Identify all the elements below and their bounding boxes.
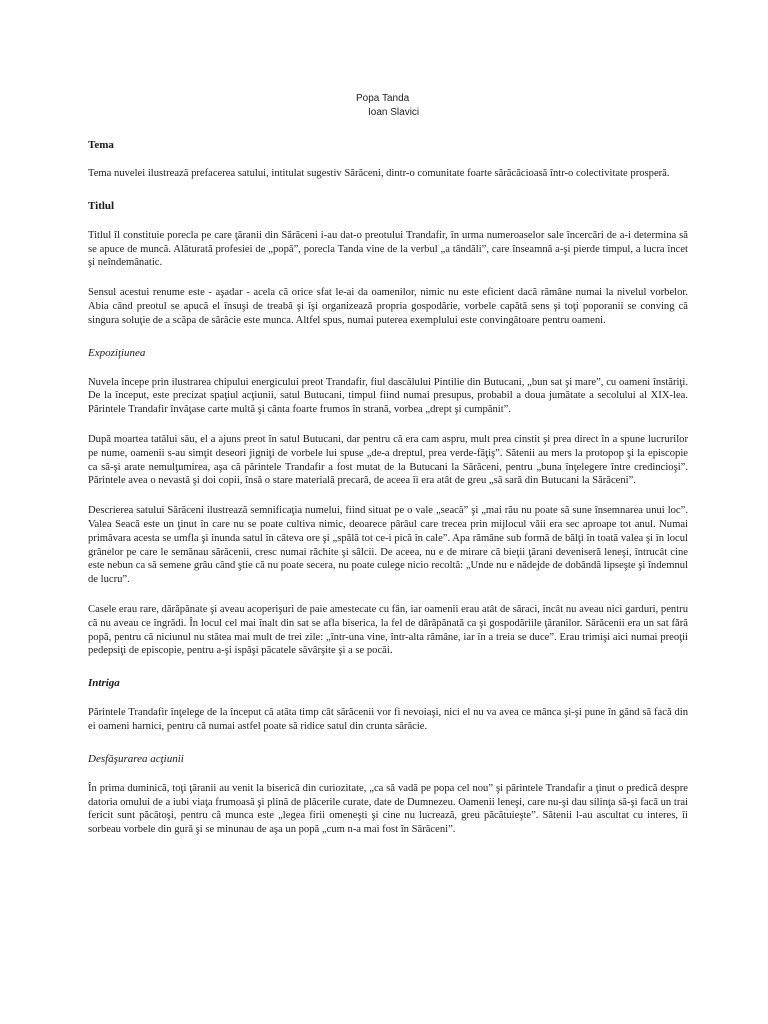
paragraph-intriga: Părintele Trandafir înţelege de la început că atâta timp cât sărăcenii vor fi nevoiaşi, nici el nu va avea ce mânca şi-şi pune în gând să facă din ei oameni harnici, pentru că numai astfel poate să ridice satul din crunta sărăcie. (88, 707, 688, 732)
paragraph-tema: Tema nuvelei ilustrează prefacerea satului, intitulat sugestiv Sărăceni, dintr-o comunitate foarte sărăcăcioasă într-o colectivitate prosperă. (88, 168, 670, 179)
paragraph-desfasurarea: În prima duminică, toţi ţăranii au venit la biserică din curiozitate, „ca să vadă pe popa cel nou” şi părintele Trandafir a ţinut o predică despre datoria omului de a iubi viaţa frumoasă şi plină de plăcerile curate, date de Dumnezeu. Oamenii leneşi, care nu-şi dau silinţa să-şi facă un trai fericit sunt păcătoşi, pentru că munca este „legea firii omeneşti şi cine nu lucrează, greu păcătuieşte”. Sătenii l-au ascultat cu interes, îi sorbeau vorbele din gură şi se minunau de aşa un popă „cum n-a mai fost în Sărăceni”. (88, 782, 688, 836)
title-block (88, 92, 688, 120)
heading-titlul: Titlul (88, 199, 115, 212)
heading-desfasurarea: Desfăşurarea acţiunii (88, 752, 184, 765)
heading-expozitiunea: Expoziţiunea (88, 346, 146, 359)
heading-tema: Tema (88, 139, 114, 151)
document-author: Ioan Slavici (368, 107, 420, 118)
paragraph-titlul-2: Sensul acestui renume este - aşadar - acela că orice sfat le-ai da oamenilor, nimic nu este eficient dacă rămâne numai la nivelul vorbelor. Abia când preotul se apucă el însuşi de treabă şi îşi organizează propria gospodărie, vorbele capătă sens şi toţi poporanii se conving că singura soluţie de a scăpa de sărăcie este munca. Altfel spus, numai puterea exemplului este convingătoare pentru oameni. (88, 287, 688, 326)
paragraph-expozitiunea-2: După moartea tatălui său, el a ajuns preot în satul Butucani, dar pentru că era cam aspru, mult prea cinstit şi prea direct în a spune lucrurilor pe nume, oamenii s-au simţit deseori jigniţi de vorbele lui spuse „de-a dreptul, prea verde-făţiş”. Sătenii au mers la protopop şi la episcopie ca să-şi arate nemulţumirea, aşa că părintele Trandafir a fost mutat de la Butucani la Sărăceni, pentru „buna înţelegere între credincioşi”. Părintele avea o nevastă şi doi copii, însă o stare materială precară, de aceea îi era atât de greu „să sară din Butucani la Sărăceni”. (88, 433, 688, 487)
paragraph-expozitiunea-4: Casele erau rare, dărăpănate şi aveau acoperişuri de paie amestecate cu fân, iar oamenii erau atât de săraci, încât nu aveau nici garduri, pentru că nu aveau ce îngrădi. În locul cel mai înalt din sat se afla biserica, la fel de dărăpănată ca şi gospodăriile ţăranilor. Sărăcenii era un sat fără popă, pentru că niciunul nu stătea mai mult de trei zile: „într-una vine, într-alta rămâne, iar în a treia se duce”. Erau trimişi aici numai preoţii pedepsiţi de episcopie, pentru a-şi ispăşi păcatele săvârşite şi a se pocăi. (88, 603, 688, 657)
paragraph-expozitiunea-3: Descrierea satului Sărăceni ilustrează semnificaţia numelui, fiind situat pe o vale „seacă” şi „mai rău nu poate să sune însemnarea unui loc”. Valea Seacă este un ţinut în care nu se poate cultiva nimic, deoarece pârâul care trecea prin mijlocul văii era sec aproape tot anul. Numai primăvara acesta se umfla şi inunda satul în câteva ore şi „spălă tot ce-i pică în cale”. Apa rămâne sub formă de bălţi în toată valea şi în locul grânelor pe care le semănau sărăcenii, cresc numai răchite şi sălcii. De aceea, nu e de mirare că bieţii ţărani deveniseră leneşi, întrucât cine este nebun ca să semene grâu când ştie că nu poate secera, nu poate culege nicio recoltă: „Unde nu e nădejde de dobândă lipseşte şi îndemnul de lucru”. (88, 505, 688, 586)
paragraph-expozitiunea-1: Nuvela începe prin ilustrarea chipului energicului preot Trandafir, fiul dascălului Pintilie din Butucani, „bun sat şi mare”, cu oameni înstăriţi. De la început, este precizat spaţiul acţiunii, satul Butucani, timpul fiind numai presupus, probabil a doua jumătate a secolului al XIX-lea. Părintele Trandafir învăţase carte multă şi cânta foarte frumos în strană, vorbea „drept şi cumpănit”. (88, 376, 688, 416)
document-title: Popa Tanda (356, 93, 410, 104)
paragraph-titlul-1: Titlul îl constituie porecla pe care ţăranii din Sărăceni i-au dat-o preotului Trandafir, în urma numeroaselor sale încercări de a-i determina să se apuce de muncă. Alăturată profesiei de „popă”, porecla Tanda vine de la verbul „a tândăli”, care înseamnă a-şi pierde timpul, a lucra încet şi neîndemânatic. (88, 229, 688, 269)
heading-intriga: Intriga (88, 677, 120, 690)
document-page (88, 92, 688, 837)
